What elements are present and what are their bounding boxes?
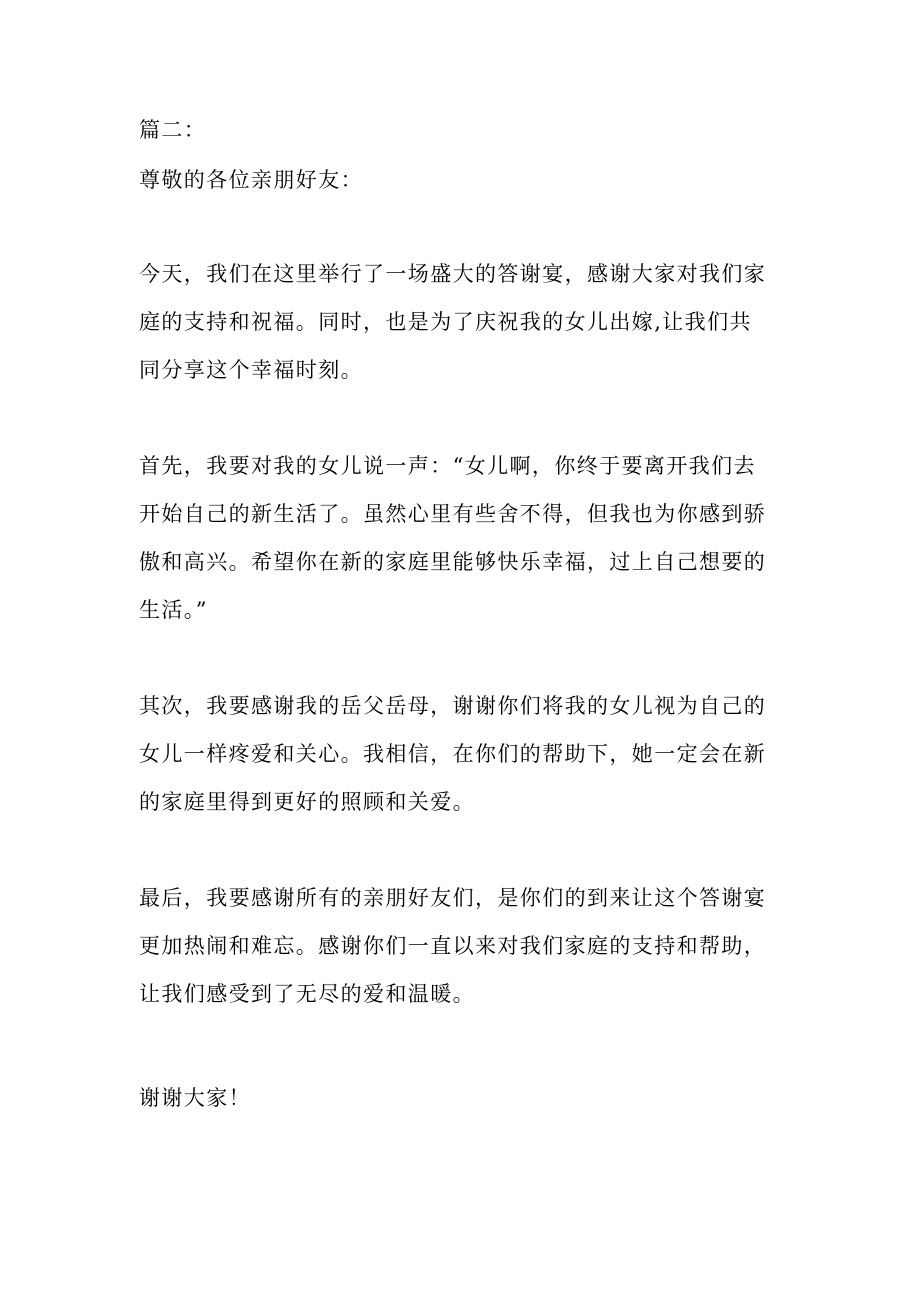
text-line: 女儿一样疼爱和关心。我相信，在你们的帮助下，她一定会在新 [139,742,767,766]
text-line: 其次，我要感谢我的岳父岳母，谢谢你们将我的女儿视为自己的 [139,694,767,718]
text-line: 生活。” [139,598,208,622]
text-line: 让我们感受到了无尽的爱和温暖。 [139,982,475,1006]
text-line: 更加热闹和难忘。感谢你们一直以来对我们家庭的支持和帮助， [139,934,767,958]
text-line: 首先，我要对我的女儿说一声：“女儿啊，你终于要离开我们去 [139,454,756,478]
text-line: 开始自己的新生活了。虽然心里有些舍不得，但我也为你感到骄 [139,502,767,526]
text-line: 傲和高兴。希望你在新的家庭里能够快乐幸福，过上自己想要的 [139,550,767,574]
text-line: 庭的支持和祝福。同时，也是为了庆祝我的女儿出嫁,让我们共 [139,310,752,334]
section-heading: 篇二： [139,118,207,142]
text-line: 今天，我们在这里举行了一场盛大的答谢宴，感谢大家对我们家 [139,262,767,286]
text-line: 同分享这个幸福时刻。 [139,358,363,382]
salutation: 尊敬的各位亲朋好友： [139,168,363,192]
text-line: 的家庭里得到更好的照顾和关爱。 [139,790,475,814]
closing-line: 谢谢大家！ [139,1086,251,1110]
text-line: 最后，我要感谢所有的亲朋好友们，是你们的到来让这个答谢宴 [139,886,767,910]
